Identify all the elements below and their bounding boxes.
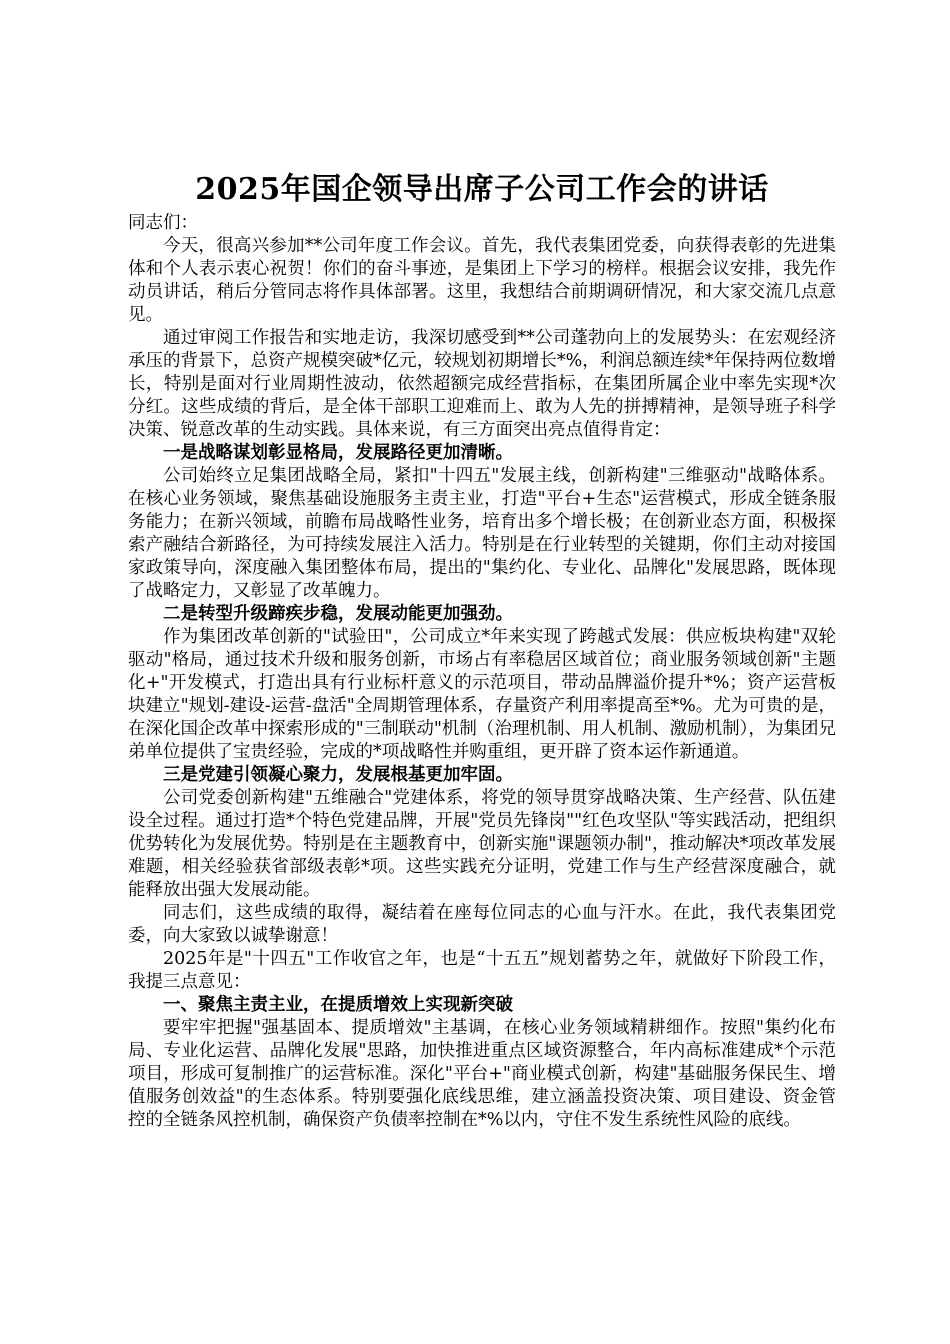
paragraph: 公司党委创新构建"五维融合"党建体系，将党的领导贯穿战略决策、生产经营、队伍建设全过程。通过打造*个特色党建品牌，开展"党员先锋岗""红色攻坚队"等实践活动，把组织优势转化为发展优势。特别是在主题教育中，创新实施"课题领办制"，推动解决*项改革发展难题，相关经验获省部级表彰*项。这些实践充分证明，党建工作与生产经营深度融合，就能释放出强大发展动能。: [128, 788, 836, 900]
document-page: [128, 168, 836, 1132]
paragraph: 要牢牢把握"强基固本、提质增效"主基调，在核心业务领域精耕细作。按照"集约化布局、专业化运营、品牌化发展"思路，加快推进重点区域资源整合，年内高标准建成*个示范项目，形成可复制推广的运营标准。深化"平台+"商业模式创新，构建"基础服务保民生、增值服务创效益"的生态体系。特别要强化底线思维，建立涵盖投资决策、项目建设、资金管控的全链条风控机制，确保资产负债率控制在*%以内，守住不发生系统性风险的底线。: [128, 1018, 836, 1130]
section-heading: 一是战略谋划彰显格局，发展路径更加清晰。: [163, 443, 513, 463]
paragraph: 2025年是"十四五"工作收官之年，也是“十五五”规划蓄势之年，就做好下阶段工作，我提三点意见：: [128, 949, 836, 992]
salutation: 同志们：: [128, 213, 198, 233]
paragraph: 公司始终立足集团战略全局，紧扣"十四五"发展主线，创新构建"三维驱动"战略体系。在核心业务领域，聚焦基础设施服务主责主业，打造"平台+生态"运营模式，形成全链条服务能力；在新兴领域，前瞻布局战略性业务，培育出多个增长极；在创新业态方面，积极探索产融结合新路径，为可持续发展注入活力。特别是在行业转型的关键期，你们主动对接国家政策导向，深度融入集团整体布局，提出的"集约化、专业化、品牌化"发展思路，既体现了战略定力，又彰显了改革魄力。: [128, 466, 836, 601]
paragraph: 同志们，这些成绩的取得，凝结着在座每位同志的心血与汗水。在此，我代表集团党委，向大家致以诚挚谢意！: [128, 903, 836, 946]
section-heading: 一、聚焦主责主业，在提质增效上实现新突破: [163, 995, 513, 1015]
section-heading: 三是党建引领凝心聚力，发展根基更加牢固。: [163, 765, 513, 785]
paragraph: 今天，很高兴参加**公司年度工作会议。首先，我代表集团党委，向获得表彰的先进集体和个人表示衷心祝贺！你们的奋斗事迹，是集团上下学习的榜样。根据会议安排，我先作动员讲话，稍后分管同志将作具体部署。这里，我想结合前期调研情况，和大家交流几点意见。: [128, 236, 836, 325]
document-title: 2025年国企领导出席子公司工作会的讲话: [195, 172, 769, 207]
paragraph: 作为集团改革创新的"试验田"，公司成立*年来实现了跨越式发展：供应板块构建"双轮驱动"格局，通过技术升级和服务创新，市场占有率稳居区域首位；商业服务领域创新"主题化+"开发模式，打造出具有行业标杆意义的示范项目，带动品牌溢价提升*%；资产运营板块建立"规划-建设-运营-盘活"全周期管理体系，存量资产利用率提高至*%。尤为可贵的是，在深化国企改革中探索形成的"三制联动"机制（治理机制、用人机制、激励机制），为集团兄弟单位提供了宝贵经验，完成的*项战略性并购重组，更开辟了资本运作新通道。: [128, 627, 836, 762]
section-heading: 二是转型升级蹄疾步稳，发展动能更加强劲。: [163, 604, 513, 624]
paragraph: 通过审阅工作报告和实地走访，我深切感受到**公司蓬勃向上的发展势头：在宏观经济承压的背景下，总资产规模突破*亿元，较规划初期增长*%，利润总额连续*年保持两位数增长，特别是面对行业周期性波动，依然超额完成经营指标，在集团所属企业中率先实现*次分红。这些成绩的背后，是全体干部职工迎难而上、敢为人先的拼搏精神，是领导班子科学决策、锐意改革的生动实践。具体来说，有三方面突出亮点值得肯定：: [128, 328, 836, 440]
